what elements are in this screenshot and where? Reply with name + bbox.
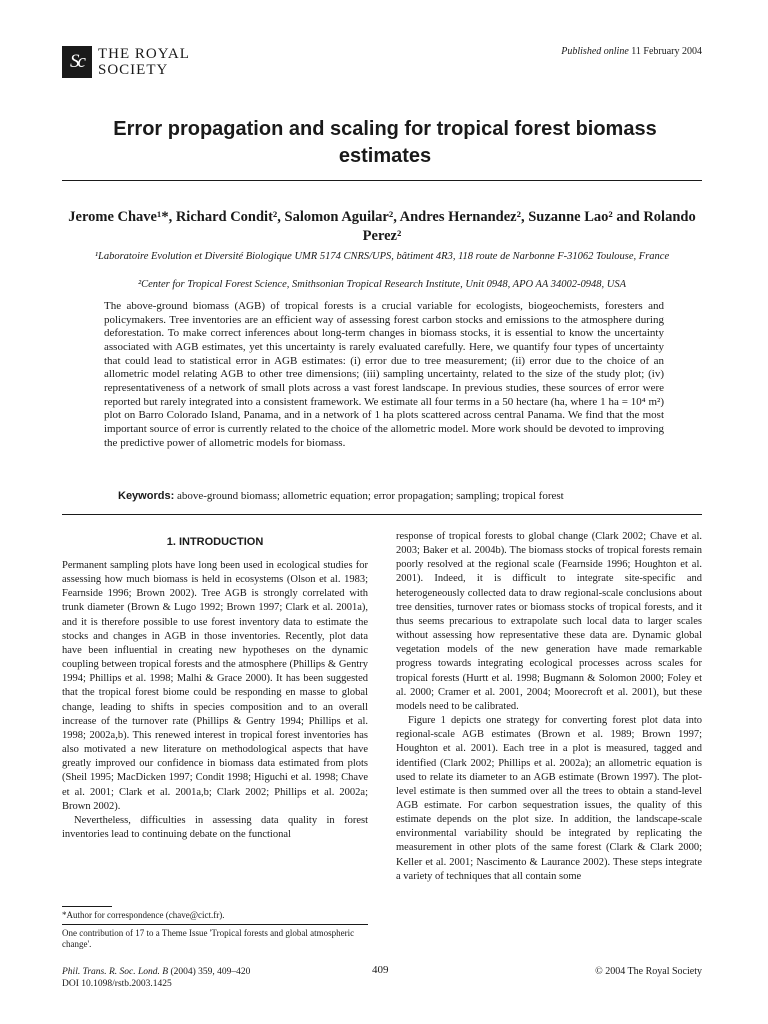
author-list: Jerome Chave¹*, Richard Condit², Salomon Aguilar², Andres Hernandez², Suzanne Lao² and Rolando Perez² [68, 209, 696, 244]
left-column [62, 535, 368, 842]
abstract: The above-ground biomass (AGB) of tropical forests is a crucial variable for ecologists, biogeochemists, foresters and policymakers. Tree inventories are an efficient way of assessing forest carbon stocks and emissions to the atmosphere during deforestation. To make correct inferences about long-term changes in biomass stocks, it is essential to know the uncertainty associated with AGB estimates, yet this uncertainty is rarely evaluated carefully. Here, we quantify four types of uncertainty that could lead to statistical error in AGB estimates: (i) error due to tree measurement; (ii) error due to the choice of an allometric model relating AGB to other tree dimensions; (iii) sampling uncertainty, related to the size of the study plot; (iv) representativeness of a network of small plots across a vast forest landscape. In previous studies, these sources of error were reported but rarely integrated into a consistent framework. We estimate all four terms in a 50 hectare (ha, where 1 ha = 10⁴ m²) plot on Barro Colorado Island, Panama, and in a network of 1 ha plots scattered across central Panama. We find that the most important source of error is currently related to the choice of the allometric model. More work should be devoted to improving the predictive power of allometric models for biomass. [104, 300, 664, 449]
footnote-rule-2 [62, 924, 368, 925]
publication-date-line [561, 46, 702, 57]
volume-pages: (2004) 359, 409–420 [170, 967, 251, 977]
footnote-correspondence: *Author for correspondence (chave@cict.fr). [62, 910, 225, 920]
right-column [396, 530, 702, 884]
published-date: 11 February 2004 [631, 46, 702, 57]
journal-name: Phil. Trans. R. Soc. Lond. B [62, 967, 169, 977]
logo-text-line1: THE ROYAL [98, 46, 190, 62]
affiliation-2: ²Center for Tropical Forest Science, Smithsonian Tropical Research Institute, Unit 0948, APO AA 34002-0948, USA [137, 279, 627, 290]
keywords-line [118, 490, 718, 502]
intro-paragraph-3: response of tropical forests to global change (Clark 2002; Chave et al. 2003; Baker et al. 2004b). The biomass stocks of tropical forests remain poorly resolved at the regional scale (Fearnside 1996; Houghton et al. 2001). Indeed, it is difficult to integrate site-specific and heterogeneously collected data to draw regional-scale conclusions about tree densities, turnover rates or biomass stocks of tropical forests, and it thus seems precarious to extrapolate such local data to larger scales without assessing how representative these data are. Dynamic global vegetation models of the new generation have made remarkable progress towards integrating ecological processes across scales for tropical forests (Hurtt et al. 1998; Bugmann & Solomon 2000; Foley et al. 2000; Cramer et al. 2001, 2004; Moorecroft et al. 2001), but these models need to be calibrated. [396, 531, 702, 712]
published-label: Published online [561, 46, 629, 57]
footnote-rule [62, 906, 112, 907]
intro-paragraph-4: Figure 1 depicts one strategy for converting forest plot data into regional-scale AGB estimates (Brown et al. 1989; Brown 1997; Houghton et al. 2001). Each tree in a plot is measured, tagged and identified (Clark 2002; Phillips et al. 2002a); an allometric equation is used to relate its diameter to an AGB estimate (Brown 1997). The plot-level estimate is then summed over all the trees to obtain a stand-level AGB estimate. For carbon sequestration issues, the quality of this estimate depends on the plot size. In addition, the landscape-scale environmental variability should be integrated by replicating the measurement in other plots of the same forest (Clark & Clark 2000; Keller et al. 2001; Nascimento & Laurance 2002). These steps integrate a variety of techniques that all contain some [396, 715, 702, 882]
paper-title: Error propagation and scaling for tropical forest biomass estimates [113, 118, 657, 167]
affiliation-1: ¹Laboratoire Evolution et Diversité Biologique UMR 5174 CNRS/UPS, bâtiment 4R3, 118 route de Narbonne F-31062 Toulouse, France [94, 251, 670, 262]
keywords-label: Keywords: [118, 490, 175, 502]
title-divider [62, 180, 702, 181]
section-heading-introduction: 1. INTRODUCTION [166, 536, 264, 548]
abstract-divider [62, 514, 702, 515]
logo-text-line2: SOCIETY [98, 62, 169, 78]
royal-society-crest-icon: Sc [62, 46, 92, 78]
footnote-contribution: One contribution of 17 to a Theme Issue 'Tropical forests and global atmospheric change'. [62, 928, 355, 949]
page-number: 409 [372, 964, 389, 976]
royal-society-logo [62, 46, 212, 80]
keywords-list: above-ground biomass; allometric equation; error propagation; sampling; tropical forest [177, 490, 564, 502]
copyright: © 2004 The Royal Society [595, 966, 702, 977]
doi: DOI 10.1098/rstb.2003.1425 [62, 979, 172, 989]
footer-citation [62, 966, 250, 990]
intro-paragraph-2: Nevertheless, difficulties in assessing data quality in forest inventories lead to continuing debate on the functional [62, 814, 368, 840]
intro-paragraph-1: Permanent sampling plots have long been used in ecological studies for assessing how much biomass is held in ecosystems (Olson et al. 1983; Fearnside 1996; Brown 2002). Tree AGB is strongly correlated with trunk diameter (Brown & Lugo 1992; Brown 1997; Clark et al. 2001a), and it is therefore possible to use forest inventory data to estimate the stocks and changes in AGB in those inventories. Recently, plot data have been influential in creating new hypotheses on the dynamic coupling between tropical forests and the atmosphere (Phillips & Gentry 1994; Phillips et al. 1998; Malhi & Grace 2000). It has been suggested that the tropical forest biome could be responding en masse to global change, leading to shifts in species composition and to an overall increase of the turnover rate (Phillips & Gentry 1994; Phillips et al. 1998; 2002a,b). This renewed interest in tropical forest inventories has also motivated a new literature on methodological aspects that have greatly improved our confidence in biomass data estimated from plots (Sheil 1995; MacDicken 1997; Condit 1998; Higuchi et al. 1998; Chave et al. 2001; Clark et al. 2001a,b; Clark 2002; Phillips et al. 2002a; Brown 2002). [62, 560, 368, 812]
